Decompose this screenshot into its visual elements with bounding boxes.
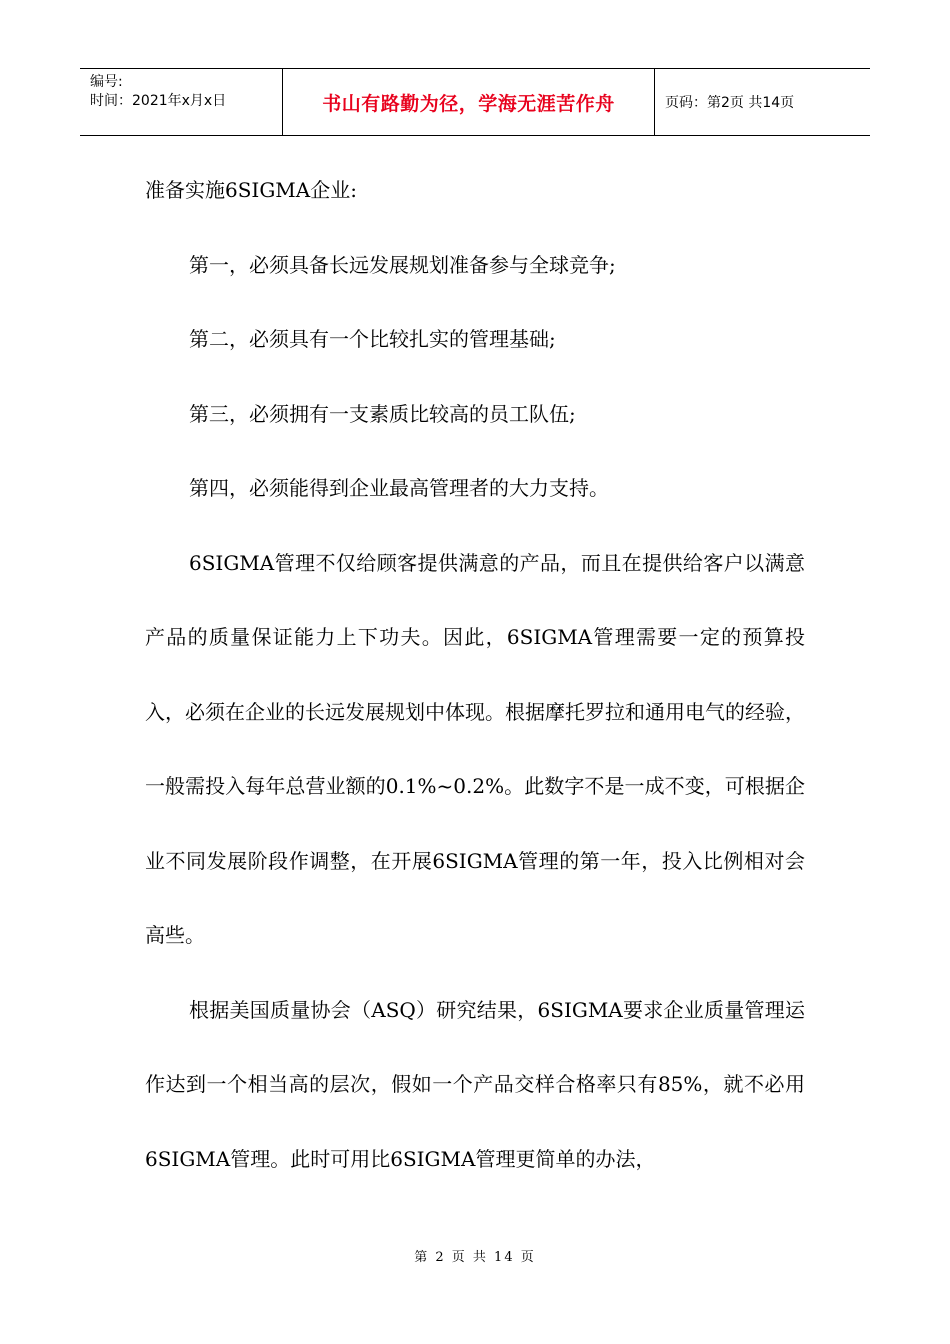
header-meta-cell bbox=[80, 69, 283, 135]
requirement-3: 第三，必须拥有一支素质比较高的员工队伍; bbox=[189, 401, 576, 426]
document-number-label: 编号: bbox=[90, 74, 123, 90]
page-footer: 第 2 页 共 14 页 bbox=[414, 1250, 536, 1265]
intro-paragraph: 准备实施6SIGMA企业: bbox=[145, 178, 357, 202]
header-motto: 书山有路勤为径，学海无涯苦作舟 bbox=[283, 69, 655, 135]
document-header bbox=[80, 68, 870, 136]
requirement-4: 第四，必须能得到企业最高管理者的大力支持。 bbox=[189, 476, 609, 500]
requirement-2: 第二，必须具有一个比较扎实的管理基础; bbox=[189, 327, 556, 351]
document-body bbox=[145, 153, 805, 1196]
budget-paragraph: 6SIGMA管理不仅给顾客提供满意的产品，而且在提供给客户以满意产品的质量保证能力上下功夫。因此，6SIGMA管理需要一定的预算投入，必须在企业的长远发展规划中体现。根据摩托罗拉和通用电气的经验，一般需投入每年总营业额的0.1%~0.2%。此数字不是一成不变，可根据企业不同发展阶段作调整，在开展6SIGMA管理的第一年，投入比例相对会高些。 bbox=[145, 550, 805, 947]
requirement-1: 第一，必须具备长远发展规划准备参与全球竞争; bbox=[189, 252, 616, 277]
document-date-label: 时间：2021年x月x日 bbox=[90, 93, 227, 109]
asq-paragraph: 根据美国质量协会（ASQ）研究结果，6SIGMA要求企业质量管理运作达到一个相当高的层次，假如一个产品交样合格率只有85%，就不必用6SIGMA管理。此时可用比6SIGMA管理更简单的办法， bbox=[145, 997, 805, 1171]
header-page-info: 页码：第2页 共14页 bbox=[665, 95, 795, 111]
